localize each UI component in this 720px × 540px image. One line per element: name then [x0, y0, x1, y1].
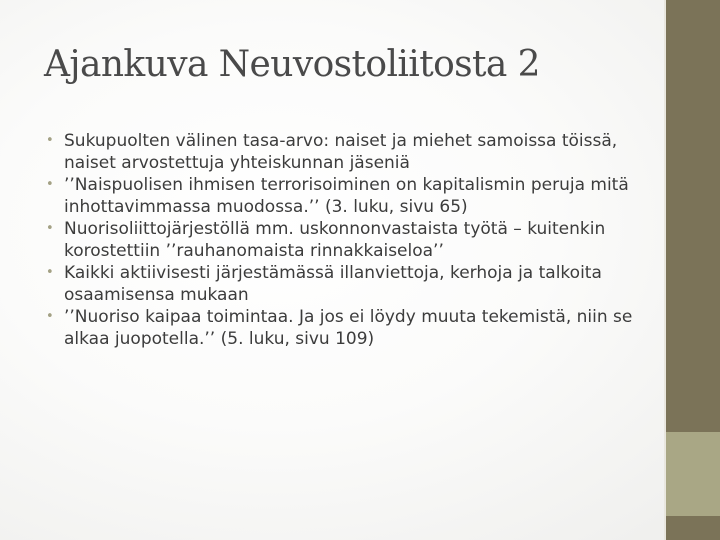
bullet-icon: •: [46, 265, 54, 280]
bullet-text: ’’Naispuolisen ihmisen terrorisoiminen on kapitalismin peruja mitä inhottavimmassa muodossa.’’ (3. luku, sivu 65): [64, 175, 629, 217]
bullet-text: ’’Nuoriso kaipaa toimintaa. Ja jos ei löydy muuta tekemistä, niin se alkaa juopotella.’’ (5. luku, sivu 109): [64, 307, 633, 349]
bullet-icon: •: [46, 133, 54, 148]
bullet-item: [44, 306, 656, 350]
bullet-item: [44, 130, 656, 174]
bullet-item: [44, 174, 656, 218]
bullet-item: [44, 218, 656, 262]
bullet-text: Sukupuolten välinen tasa-arvo: naiset ja miehet samoissa töissä, naiset arvostettuja yhteiskunnan jäseniä: [64, 131, 618, 173]
bullet-text: Nuorisoliittojärjestöllä mm. uskonnonvastaista työtä – kuitenkin korostettiin ’’rauhanomaista rinnakkaiseloa’’: [64, 219, 606, 261]
bullet-icon: •: [46, 221, 54, 236]
bullet-text: Kaikki aktiivisesti järjestämässä illanviettoja, kerhoja ja talkoita osaamisensa mukaan: [64, 263, 602, 305]
bullet-icon: •: [46, 177, 54, 192]
decorative-sidebar: [666, 0, 720, 540]
sidebar-accent-block: [666, 432, 720, 516]
bullet-list: [44, 130, 656, 350]
slide-title: Ajankuva Neuvostoliitosta 2: [44, 44, 540, 85]
bullet-icon: •: [46, 309, 54, 324]
bullet-item: [44, 262, 656, 306]
